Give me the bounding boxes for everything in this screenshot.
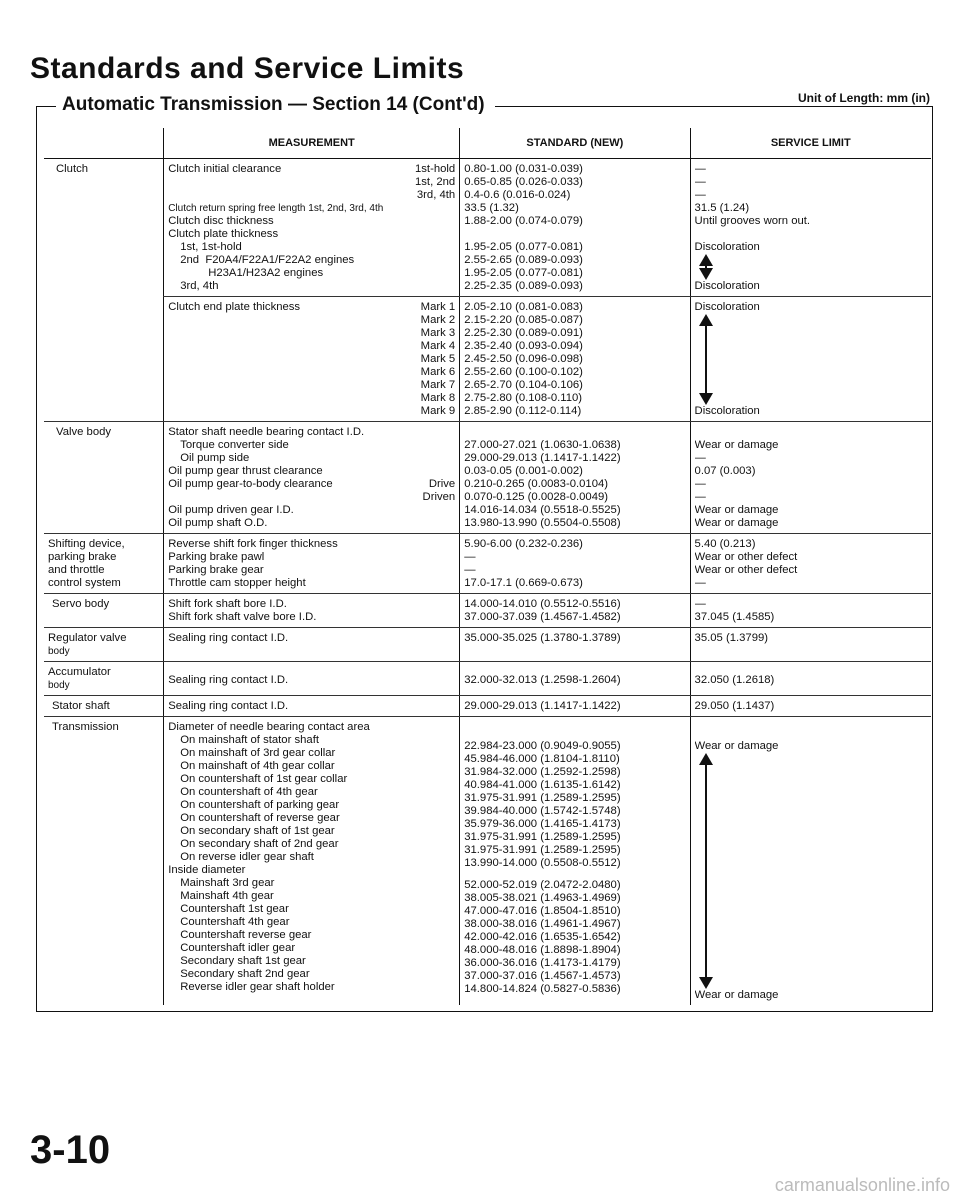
header-standard: STANDARD (NEW)	[460, 128, 690, 159]
table-row	[44, 159, 931, 297]
header-category	[44, 128, 164, 159]
table-row	[44, 422, 931, 534]
category-accumulator-body: Accumulator body	[44, 662, 164, 696]
watermark: carmanualsonline.info	[774, 1175, 950, 1195]
standard-cell: 29.000-29.013 (1.1417-1.1422)	[460, 696, 690, 717]
measurement-cell: Shift fork shaft bore I.D. Shift fork shaft valve bore I.D.	[164, 594, 460, 628]
measurement-cell: Clutch initial clearance 1st-hold 1st, 2nd 3rd, 4th Clutch return spring free length 1st, 2nd, 3rd, 4th Clutch disc thickness Clutch plate thickness 1st, 1st-hold 2nd F20A4/F22A1/F22A2 engines H23A1/H23A2 engines 3rd, 4th	[164, 159, 460, 297]
table-row	[44, 696, 931, 717]
category-servo-body: Servo body	[44, 594, 164, 628]
measurement-cell: Sealing ring contact I.D.	[164, 628, 460, 662]
standard-cell: 22.984-23.000 (0.9049-0.9055) 45.984-46.000 (1.8104-1.8110) 31.984-32.000 (1.2592-1.2598) 40.984-41.000 (1.6135-1.6142) 31.975-31.991 (1.2589-1.2595) 39.984-40.000 (1.5742-1.5748) 35.979-36.000 (1.4165-1.4173) 31.975-31.991 (1.2589-1.2595) 31.975-31.991 (1.2589-1.2595) 13.990-14.000 (0.5508-0.5512) 52.000-52.019 (2.0472-2.0480) 38.005-38.021 (1.4963-1.4969) 47.000-47.016 (1.8504-1.8510) 38.000-38.016 (1.4961-1.4967) 42.000-42.016 (1.6535-1.6542) 48.000-48.016 (1.8898-1.8904) 36.000-36.016 (1.4173-1.4179) 37.000-37.016 (1.4567-1.4573) 14.800-14.824 (0.5827-0.5836)	[460, 717, 690, 1006]
page-title: Standards and Service Limits	[30, 52, 465, 85]
header-measurement: MEASUREMENT	[164, 128, 460, 159]
range-arrow-icon	[699, 254, 713, 280]
limit-cell: Wear or damage Wear or damage	[690, 717, 931, 1006]
standard-cell: 5.90-6.00 (0.232-0.236) — — 17.0-17.1 (0.669-0.673)	[460, 534, 690, 594]
limit-cell: Discoloration Discoloration	[690, 297, 931, 422]
page-number: 3-10	[30, 1128, 111, 1172]
limit-cell: 5.40 (0.213) Wear or other defect Wear or other defect —	[690, 534, 931, 594]
table-row	[44, 534, 931, 594]
category-clutch: Clutch	[44, 159, 164, 422]
standard-cell: 2.05-2.10 (0.081-0.083) 2.15-2.20 (0.085-0.087) 2.25-2.30 (0.089-0.091) 2.35-2.40 (0.093-0.094) 2.45-2.50 (0.096-0.098) 2.55-2.60 (0.100-0.102) 2.65-2.70 (0.104-0.106) 2.75-2.80 (0.108-0.110) 2.85-2.90 (0.112-0.114)	[460, 297, 690, 422]
range-arrow-icon	[699, 753, 713, 989]
measurement-cell: Diameter of needle bearing contact area On mainshaft of stator shaft On mainshaft of 3rd gear collar On mainshaft of 4th gear collar On countershaft of 1st gear collar On countershaft of 4th gear On countershaft of parking gear On countershaft of reverse gear On secondary shaft of 1st gear On secondary shaft of 2nd gear On reverse idler gear shaft Inside diameter Mainshaft 3rd gear Mainshaft 4th gear Countershaft 1st gear Countershaft 4th gear Countershaft reverse gear Countershaft idler gear Secondary shaft 1st gear Secondary shaft 2nd gear Reverse idler gear shaft holder	[164, 717, 460, 1006]
limit-cell: 35.05 (1.3799)	[690, 628, 931, 662]
standard-cell: 14.000-14.010 (0.5512-0.5516) 37.000-37.039 (1.4567-1.4582)	[460, 594, 690, 628]
table-row	[44, 594, 931, 628]
table-row	[44, 628, 931, 662]
standard-cell: 0.80-1.00 (0.031-0.039) 0.65-0.85 (0.026-0.033) 0.4-0.6 (0.016-0.024) 33.5 (1.32) 1.88-2.00 (0.074-0.079) 1.95-2.05 (0.077-0.081) 2.55-2.65 (0.089-0.093) 1.95-2.05 (0.077-0.081) 2.25-2.35 (0.089-0.093)	[460, 159, 690, 297]
standard-cell: 27.000-27.021 (1.0630-1.0638) 29.000-29.013 (1.1417-1.1422) 0.03-0.05 (0.001-0.002) 0.210-0.265 (0.0083-0.0104) 0.070-0.125 (0.0028-0.0049) 14.016-14.034 (0.5518-0.5525) 13.980-13.990 (0.5504-0.5508)	[460, 422, 690, 534]
standards-table	[44, 128, 931, 1005]
category-regulator-valve-body: Regulator valve body	[44, 628, 164, 662]
category-stator-shaft: Stator shaft	[44, 696, 164, 717]
limit-cell: Wear or damage — 0.07 (0.003) — — Wear or damage Wear or damage	[690, 422, 931, 534]
standard-cell: 35.000-35.025 (1.3780-1.3789)	[460, 628, 690, 662]
measurement-cell: Sealing ring contact I.D.	[164, 662, 460, 696]
standard-cell: 32.000-32.013 (1.2598-1.2604)	[460, 662, 690, 696]
measurement-cell: Reverse shift fork finger thickness Parking brake pawl Parking brake gear Throttle cam stopper height	[164, 534, 460, 594]
section-heading: Automatic Transmission — Section 14 (Cont'd)	[56, 94, 495, 116]
limit-cell: — 37.045 (1.4585)	[690, 594, 931, 628]
table-row	[44, 717, 931, 1006]
header-service-limit: SERVICE LIMIT	[690, 128, 931, 159]
measurement-cell: Sealing ring contact I.D.	[164, 696, 460, 717]
table-header-row	[44, 128, 931, 159]
limit-cell: — — — 31.5 (1.24) Until grooves worn out. Discoloration Discoloration	[690, 159, 931, 297]
unit-note: Unit of Length: mm (in)	[790, 91, 930, 105]
limit-cell: 32.050 (1.2618)	[690, 662, 931, 696]
category-valve-body: Valve body	[44, 422, 164, 534]
table-row	[44, 662, 931, 696]
range-arrow-icon	[699, 314, 713, 405]
category-shifting-device: Shifting device, parking brake and throttle control system	[44, 534, 164, 594]
table-row	[44, 297, 931, 422]
measurement-cell: Stator shaft needle bearing contact I.D. Torque converter side Oil pump side Oil pump gear thrust clearance Oil pump gear-to-body clearance Drive Driven Oil pump driven gear I.D. Oil pump shaft O.D.	[164, 422, 460, 534]
category-transmission: Transmission	[52, 721, 119, 733]
limit-cell: 29.050 (1.1437)	[690, 696, 931, 717]
measurement-cell: Clutch end plate thickness Mark 1 Mark 2 Mark 3 Mark 4 Mark 5 Mark 6 Mark 7 Mark 8 Mark 9	[164, 297, 460, 422]
